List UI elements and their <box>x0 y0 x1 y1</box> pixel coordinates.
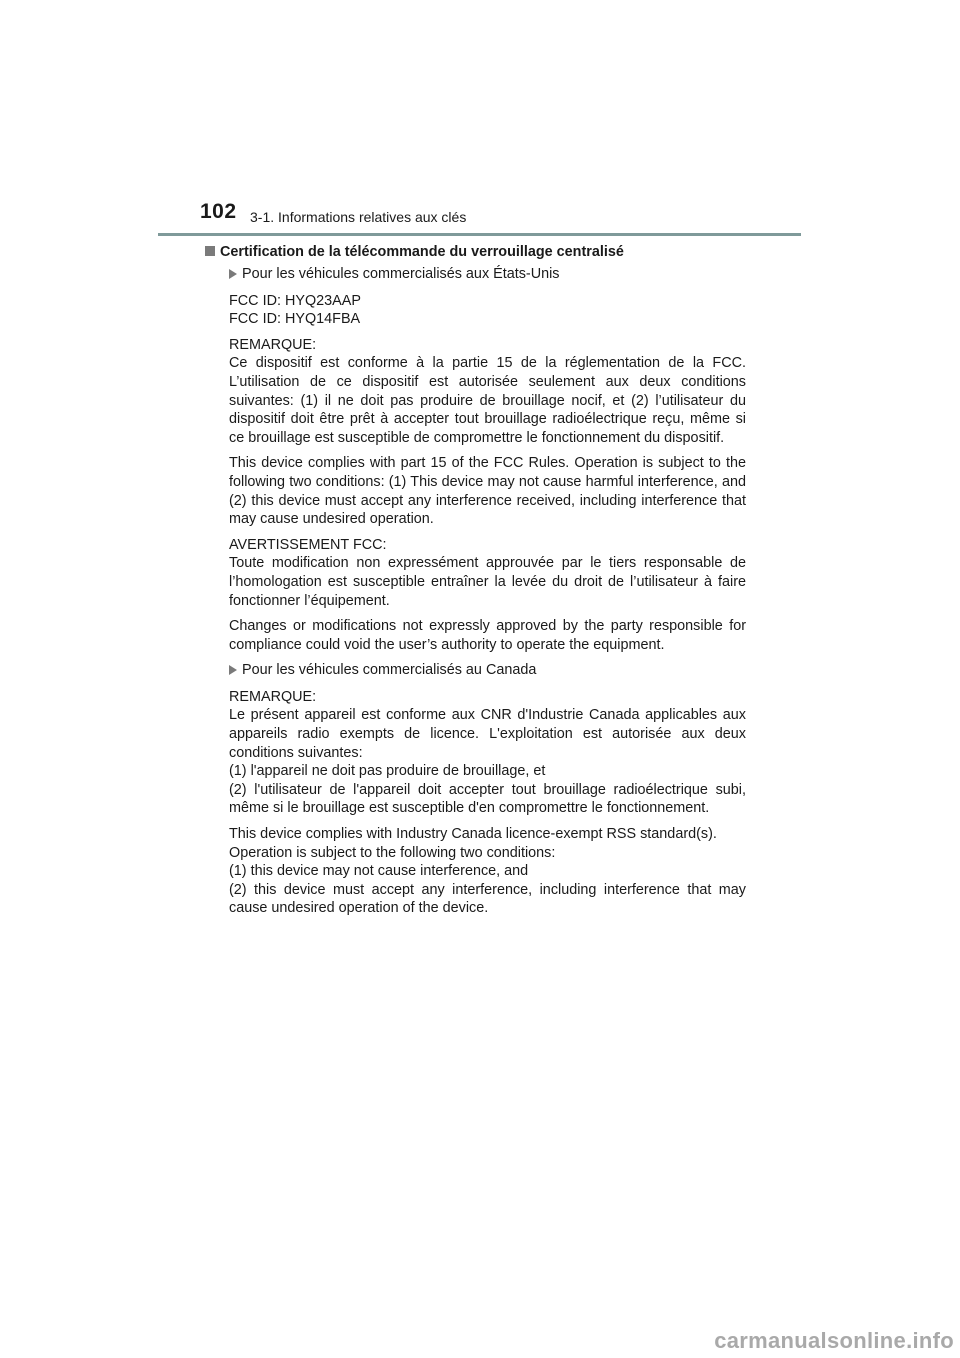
canada-remarque-cond-1: (1) l'appareil ne doit pas produire de brouillage, et <box>229 763 546 780</box>
usa-bullet-text: Pour les véhicules commercialisés aux États-Unis <box>242 266 560 282</box>
fcc-warning-label: AVERTISSEMENT FCC: <box>229 536 387 553</box>
canada-notice <box>229 825 746 918</box>
canada-bullet <box>229 661 746 680</box>
usa-bullet <box>229 265 746 284</box>
usa-remarque-text: Ce dispositif est conforme à la partie 15 de la réglementation de la FCC. L’utilisation de ce dispositif est autorisée seulement aux deux conditions suivantes: (1) il ne doit pas produire de brouillage nocif, et (2) l’utilisateur du dispositif doit être prêt à accepter tout brouillage radioélectrique reçu, même si ce brouillage est susceptible de compromettre le fonctionnement du dispositif. <box>229 355 746 446</box>
heading-text: Certification de la télécommande du verrouillage centralisé <box>220 244 624 260</box>
canada-notice-intro: This device complies with Industry Canada licence-exempt RSS standard(s). <box>229 826 717 843</box>
canada-bullet-text: Pour les véhicules commercialisés au Canada <box>242 662 537 679</box>
body-flow <box>229 265 746 925</box>
usa-remarque-label: REMARQUE: <box>229 336 317 353</box>
fcc-warning-en: Changes or modifications not expressly approved by the party responsible for compliance could void the user’s authority to operate the equipment. <box>229 618 746 653</box>
fcc-warning-fr: Toute modification non expressément approuvée par le tiers responsable de l’homologation est susceptible entraîner la levée du droit de l’utilisateur à faire fonctionner l’équipement. <box>229 555 746 609</box>
fcc-warning <box>229 536 746 610</box>
fcc-id-2: FCC ID: HYQ14FBA <box>229 311 361 328</box>
section-title: 3-1. Informations relatives aux clés <box>250 209 467 225</box>
canada-remarque-intro: Le présent appareil est conforme aux CNR d'Industrie Canada applicables aux appareils radio exempts de licence. L'exploitation est autorisée aux deux conditions suivantes: <box>229 707 746 761</box>
page-number: 102 <box>200 200 237 223</box>
watermark: carmanualsonline.info <box>714 1328 954 1353</box>
usa-remarque <box>229 336 746 448</box>
fcc-ids <box>229 292 746 329</box>
canada-remarque <box>229 688 746 818</box>
triangle-bullet-icon <box>229 269 237 279</box>
usa-notice-en: This device complies with part 15 of the FCC Rules. Operation is subject to the following two conditions: (1) This device may not cause harmful interference, and (2) this device must accept any interference received, including interference that may cause undesired operation. <box>229 455 746 528</box>
canada-remarque-label: REMARQUE: <box>229 688 317 705</box>
canada-notice-cond-2: (2) this device must accept any interference, including interference that may cause undesired operation of the device. <box>229 881 746 917</box>
fcc-id-1: FCC ID: HYQ23AAP <box>229 292 361 309</box>
header-divider <box>158 233 801 236</box>
canada-remarque-cond-2: (2) l'utilisateur de l'appareil doit accepter tout brouillage radioélectrique subi, même si le brouillage est susceptible d'en compromettre le fonctionnement. <box>229 781 746 817</box>
canada-notice-op: Operation is subject to the following two conditions: <box>229 844 556 861</box>
canada-notice-cond-1: (1) this device may not cause interference, and <box>229 863 529 880</box>
square-bullet-icon <box>205 246 215 256</box>
triangle-bullet-icon <box>229 665 237 675</box>
section-heading <box>205 243 750 262</box>
